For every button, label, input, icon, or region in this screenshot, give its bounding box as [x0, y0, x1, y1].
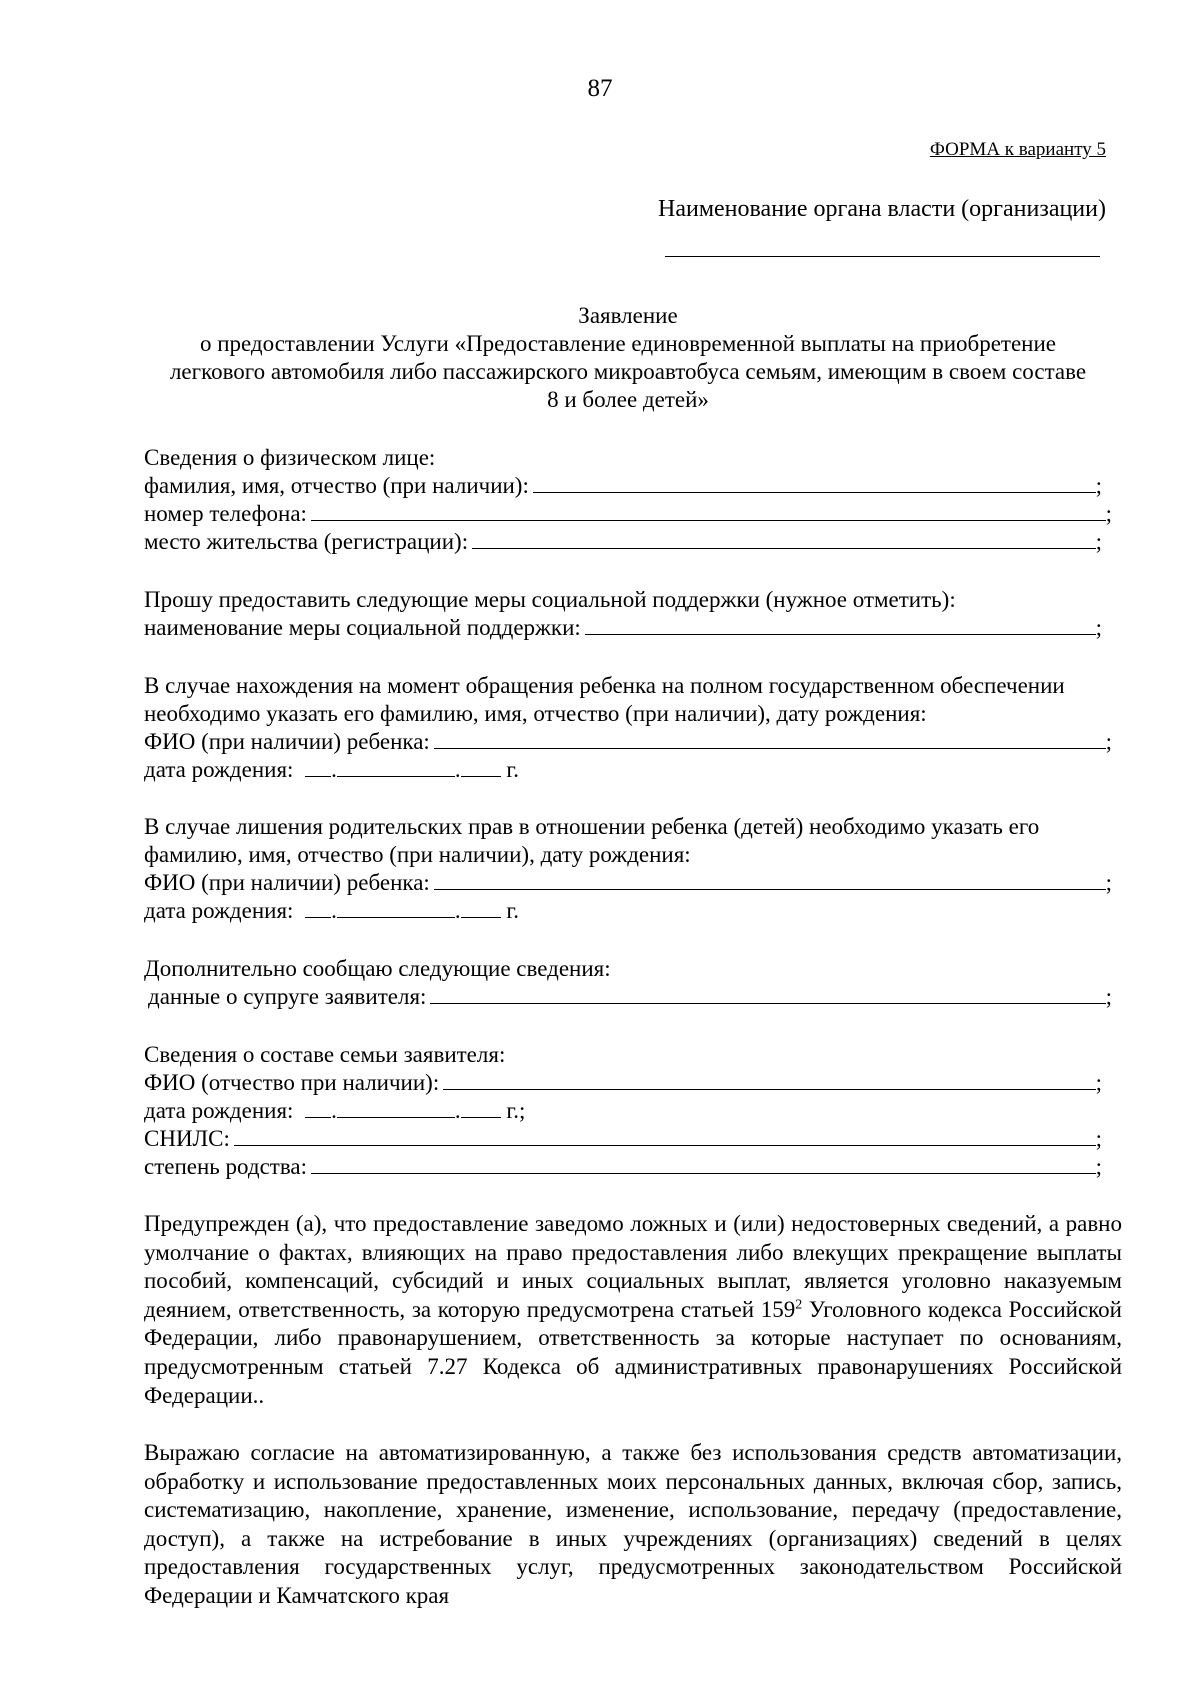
fio-field-row — [144, 472, 1102, 500]
phone-semicolon: ; — [1105, 501, 1112, 526]
title-line-4: 8 и более детей» — [547, 387, 709, 412]
measure-field-row — [144, 614, 1102, 642]
state-care-year-suffix: г. — [506, 757, 520, 782]
family-dob-label: дата рождения: — [144, 1098, 294, 1123]
phone-label: номер телефона: — [144, 501, 307, 526]
spouse-input-line[interactable] — [430, 985, 1105, 1004]
deprivation-dob-month[interactable] — [337, 899, 455, 918]
state-care-fio-semicolon: ; — [1105, 729, 1112, 754]
form-reference: ФОРМА к варианту 5 — [929, 139, 1106, 160]
warning-text-before: Предупрежден (а), что предоставление заведомо ложных и (или) недостоверных сведений, а равно умолчание о фактах, влияющих на право предоставления либо влекущих прекращение выплаты пособий, компенсаций, субсидий и иных социальных выплат, является уголовно наказуемым деянием, ответственность, за которую предусмотрена статьей 159 — [144, 1211, 1122, 1322]
title-line-3: легкового автомобиля либо пассажирского микроавтобуса семьям, имеющим в своем составе — [169, 359, 1087, 384]
additional-heading: Дополнительно сообщаю следующие сведения: — [144, 956, 611, 981]
deprivation-dob-row — [144, 897, 1102, 925]
state-care-dob-month[interactable] — [337, 758, 455, 777]
warning-paragraph — [144, 1210, 1122, 1410]
deprivation-dob-dot-2: . — [454, 898, 461, 923]
kinship-semicolon: ; — [1095, 1154, 1102, 1179]
family-dob-dot-1: . — [331, 1098, 337, 1123]
deprivation-dob-label: дата рождения: — [144, 898, 294, 923]
fio-label: фамилия, имя, отчество (при наличии): — [144, 473, 529, 498]
warning-superscript: 2 — [795, 1297, 803, 1313]
address-semicolon: ; — [1095, 529, 1102, 554]
snils-input-line[interactable] — [234, 1127, 1096, 1146]
family-fio-semicolon: ; — [1095, 1070, 1102, 1095]
page-number: 87 — [587, 75, 613, 102]
state-care-dob-row — [144, 756, 1102, 784]
state-care-fio-row — [144, 728, 1112, 756]
family-dob-month[interactable] — [337, 1099, 455, 1118]
state-care-line-1: В случае нахождения на момент обращения ребенка на полном государственном обеспечении — [144, 673, 1065, 698]
fio-semicolon: ; — [1095, 473, 1102, 498]
deprivation-year-suffix: г. — [506, 898, 520, 923]
family-fio-label: ФИО (отчество при наличии): — [144, 1070, 440, 1095]
state-care-dob-year[interactable] — [461, 758, 501, 777]
state-care-dob-day[interactable] — [305, 758, 331, 777]
deprivation-fio-semicolon: ; — [1105, 870, 1112, 895]
document-title — [0, 302, 1200, 414]
family-dob-year[interactable] — [461, 1099, 501, 1118]
kinship-input-line[interactable] — [311, 1155, 1096, 1174]
address-input-line[interactable] — [472, 530, 1096, 549]
kinship-label: степень родства: — [144, 1154, 307, 1179]
support-heading: Прошу предоставить следующие меры социальной поддержки (нужное отметить): — [144, 587, 956, 612]
state-care-dob-label: дата рождения: — [144, 757, 294, 782]
snils-field-row — [144, 1125, 1102, 1153]
fio-input-line[interactable] — [533, 474, 1096, 493]
snils-semicolon: ; — [1095, 1126, 1102, 1151]
state-care-line-2: необходимо указать его фамилию, имя, отчество (при наличии), дату рождения: — [144, 701, 927, 726]
personal-heading: Сведения о физическом лице: — [144, 445, 436, 470]
deprivation-line-1: В случае лишения родительских прав в отношении ребенка (детей) необходимо указать его — [144, 814, 1040, 839]
kinship-field-row — [144, 1153, 1102, 1181]
spouse-semicolon: ; — [1105, 984, 1112, 1009]
address-label: место жительства (регистрации): — [144, 529, 469, 554]
spouse-field-row — [148, 983, 1112, 1011]
consent-paragraph: Выражаю согласие на автоматизированную, а также без использования средств автоматизации, обработку и использование предоставленных моих персональных данных, включая сбор, запись, систематизацию, накопление, хранение, изменение, использование, передачу (предоставление, доступ), а также на истребование в иных учреждениях (организациях) сведений в целях предоставления государственных услуг, предусмотренных законодательством Российской Федерации и Камчатского края — [144, 1440, 1122, 1608]
measure-label: наименование меры социальной поддержки: — [144, 615, 581, 640]
family-dob-day[interactable] — [305, 1099, 331, 1118]
state-care-fio-input-line[interactable] — [434, 730, 1106, 749]
measure-semicolon: ; — [1095, 615, 1102, 640]
deprivation-dob-day[interactable] — [305, 899, 331, 918]
spouse-label: данные о супруге заявителя: — [148, 984, 427, 1009]
family-dob-dot-2: . — [454, 1098, 461, 1123]
family-dob-row — [144, 1097, 1102, 1125]
deprivation-fio-input-line[interactable] — [434, 871, 1106, 890]
warning-text-after: Уголовного кодекса Российской Федерации, либо правонарушением, ответственность за которые наступает по основаниям, предусмотренным статьей 7.27 Кодекса об административных правонарушениях Российской Федерации.. — [144, 1296, 1122, 1408]
deprivation-line-2: фамилию, имя, отчество (при наличии), дату рождения: — [144, 842, 691, 867]
authority-input-line[interactable] — [665, 256, 1100, 257]
phone-input-line[interactable] — [311, 502, 1106, 521]
authority-label: Наименование органа власти (организации) — [658, 196, 1106, 222]
state-care-fio-label: ФИО (при наличии) ребенка: — [144, 729, 430, 754]
state-care-dob-dot-1: . — [331, 757, 337, 782]
family-year-suffix: г.; — [506, 1098, 526, 1123]
deprivation-fio-row — [144, 869, 1112, 897]
phone-field-row — [144, 500, 1112, 528]
title-line-1: Заявление — [578, 303, 678, 328]
family-heading: Сведения о составе семьи заявителя: — [144, 1042, 506, 1067]
family-fio-row — [144, 1069, 1102, 1097]
title-line-2: о предоставлении Услуги «Предоставление единовременной выплаты на приобретение — [199, 331, 1057, 356]
snils-label: СНИЛС: — [144, 1126, 230, 1151]
family-fio-input-line[interactable] — [443, 1071, 1095, 1090]
deprivation-dob-dot-1: . — [331, 898, 337, 923]
deprivation-dob-year[interactable] — [461, 899, 501, 918]
state-care-dob-dot-2: . — [454, 757, 461, 782]
deprivation-fio-label: ФИО (при наличии) ребенка: — [144, 870, 430, 895]
measure-input-line[interactable] — [585, 616, 1096, 635]
address-field-row — [144, 528, 1102, 556]
